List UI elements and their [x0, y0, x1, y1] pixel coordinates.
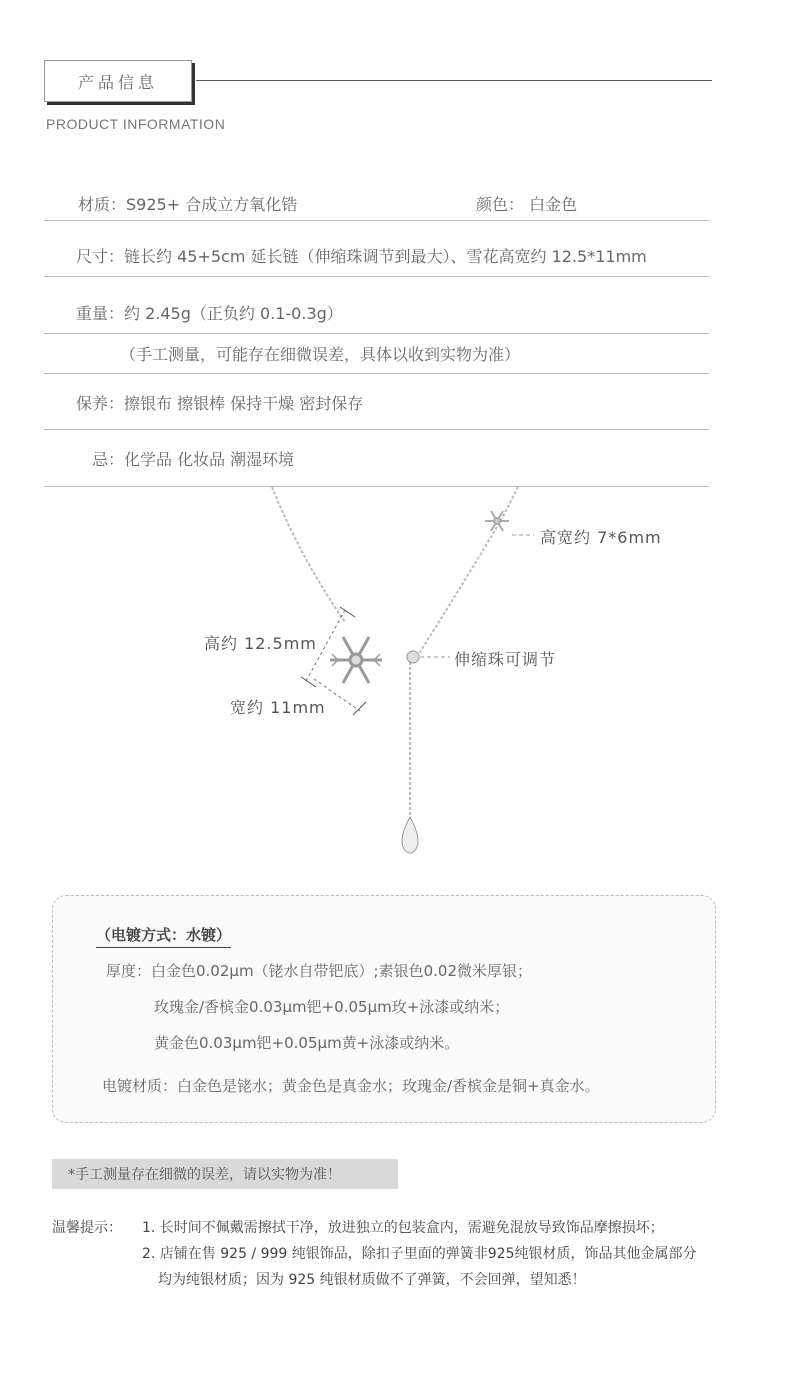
row-divider [44, 373, 709, 374]
label-small-flake: 高宽约 7*6mm [540, 528, 662, 547]
row-divider [44, 220, 709, 221]
necklace-diagram [0, 487, 800, 887]
label-width: 宽约 11mm [230, 698, 326, 717]
plating-material: 电镀材质：白金色是铑水；黄金色是真金水；玫瑰金/香槟金是铜+真金水。 [102, 1077, 600, 1095]
plating-thickness-3: 黄金色0.03μm钯+0.05μm黄+泳漆或纳米。 [154, 1034, 460, 1052]
label-height: 高约 12.5mm [204, 634, 317, 653]
adjust-bead-icon [407, 651, 419, 663]
large-snowflake-icon [330, 637, 382, 683]
spec-size: 尺寸：链长约 45+5cm 延长链（伸缩珠调节到最大）、雪花高宽约 12.5*11mm [76, 247, 647, 266]
row-divider [44, 429, 709, 430]
title-divider [196, 80, 712, 81]
teardrop-pendant-icon [402, 817, 418, 853]
notice-text: *手工测量存在细微的误差，请以实物为准！ [68, 1167, 341, 1183]
spec-avoid: 忌：化学品 化妆品 潮湿环境 [92, 450, 295, 469]
chain-left [272, 487, 345, 622]
spec-weight-note: （手工测量，可能存在细微误差，具体以收到实物为准） [120, 345, 521, 364]
spec-material: 材质：S925+ 合成立方氧化锆 [78, 195, 298, 214]
section-subtitle: PRODUCT INFORMATION [46, 116, 226, 132]
tips-label: 温馨提示： [52, 1220, 122, 1236]
plating-thickness-2: 玫瑰金/香槟金0.03μm钯+0.05μm玫+泳漆或纳米； [154, 998, 510, 1016]
section-title-box [44, 60, 192, 102]
spec-weight: 重量：约 2.45g（正负约 0.1-0.3g） [76, 304, 343, 323]
row-divider [44, 333, 709, 334]
tip-item-2: 2. 店铺在售 925 / 999 纯银饰品，除扣子里面的弹簧非925纯银材质，饰品其他金属部分 [142, 1246, 697, 1262]
tip-item-2-cont: 均为纯银材质；因为 925 纯银材质做不了弹簧，不会回弹，望知悉！ [158, 1272, 586, 1288]
row-divider [44, 276, 709, 277]
label-adjust-bead: 伸缩珠可调节 [454, 650, 557, 669]
section-title: 产品信息 [77, 72, 158, 92]
plating-title: （电镀方式：水镀） [96, 924, 231, 948]
spec-care: 保养：擦银布 擦银棒 保持干燥 密封保存 [76, 394, 364, 413]
tip-item-1: 1. 长时间不佩戴需擦拭干净，放进独立的包装盒内，需避免混放导致饰品摩擦损坏； [142, 1220, 664, 1236]
spec-color: 颜色： 白金色 [476, 195, 578, 214]
plating-thickness-1: 厚度：白金色0.02μm（铑水自带钯底）;素银色0.02微米厚银； [106, 962, 533, 980]
measurement-notice [52, 1159, 398, 1189]
